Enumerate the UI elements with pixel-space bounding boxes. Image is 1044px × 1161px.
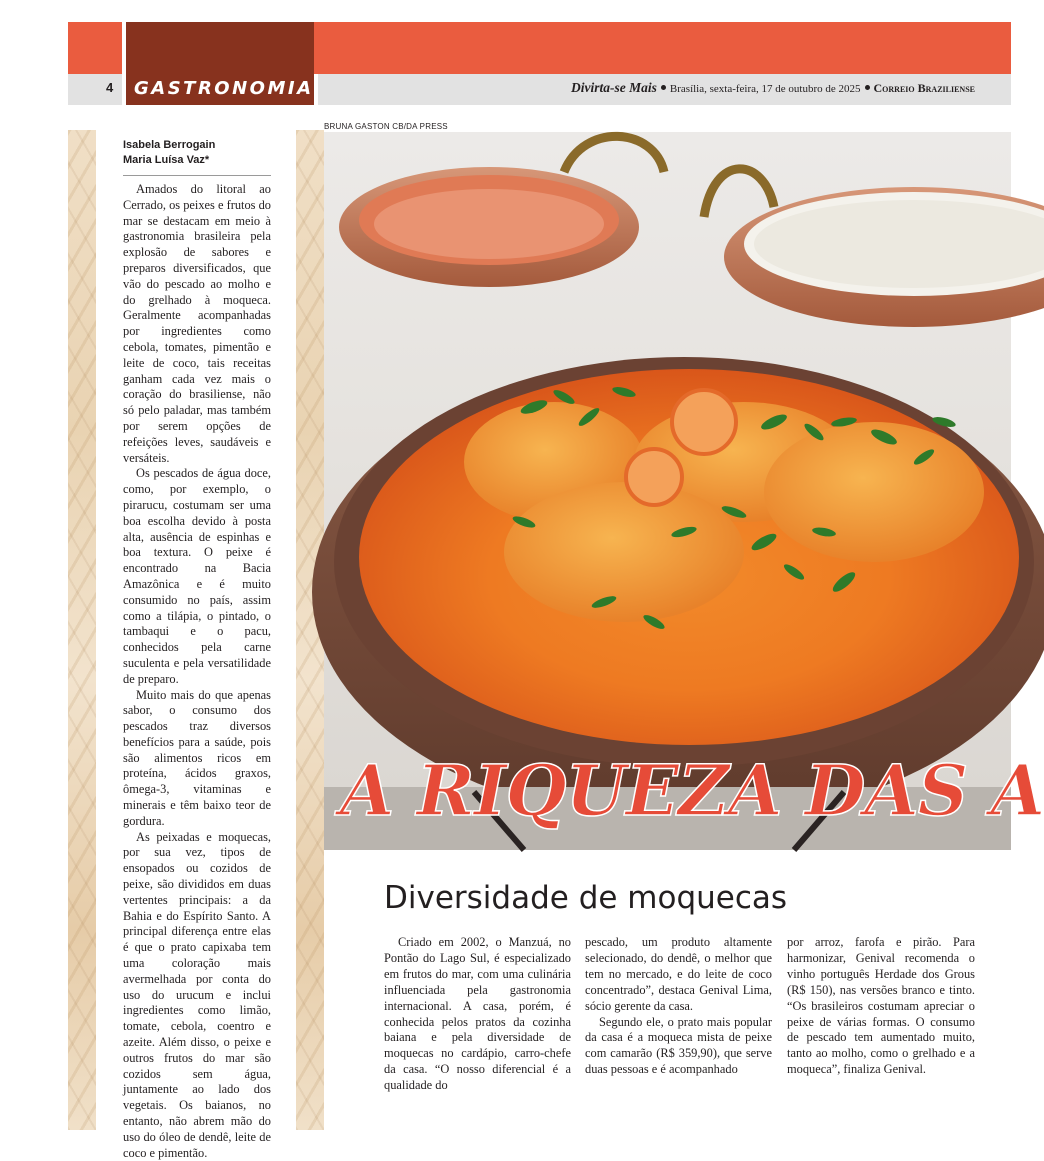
bullet-icon	[865, 85, 870, 90]
paragraph: As peixadas e moquecas, por sua vez, tipos de ensopados ou cozidos de peixe, são divididos em duas vertentes principais: a da Bahia e do Espírito Santo. A principal diferença entre elas é que o prato capixaba tem uma coloração mais avermelhada por conta do uso do urucum e inclui ingredientes como limão, tomate, cebola, coentro e azeite. Além disso, o peixe e outros frutos do mar são cozidos sem água, juntamente ao lado dos vegetais. Os baianos, no entanto, não abrem mão do uso do óleo de dendê, leite de coco e pimentão.	[123, 829, 271, 1160]
dateline: Brasília, sexta-feira, 17 de outubro de 2025	[669, 83, 861, 95]
subhead: Diversidade de moquecas	[384, 880, 788, 916]
page-number: 4	[106, 80, 114, 95]
photo-credit: BRUNA GASTON CB/DA PRESS	[324, 122, 448, 131]
folio-line	[571, 80, 975, 96]
paragraph: Amados do litoral ao Cerrado, os peixes e frutos do mar se destacam em meio à gastronomia brasileira pela explosão de sabores e preparos diversificados, que vão do pescado ao molho e do grelhado à moqueca. Geralmente acompanhadas por ingredientes como cebola, tomates, pimentão e leite de coco, tais receitas ganham cada vez mais o coração do brasiliense, não só pelo paladar, mas também por serem opções de refeições leves, saudáveis e versáteis.	[123, 182, 271, 465]
author-name: Isabela Berrogain	[123, 139, 216, 151]
body-column-left	[123, 182, 271, 1161]
body-column	[585, 935, 772, 1078]
body-column	[787, 935, 975, 1078]
section-tab-divider-left	[122, 22, 126, 105]
paragraph: Muito mais do que apenas sabor, o consumo dos pescados traz diversos benefícios para a saúde, pois são alimentos ricos em proteína, ácidos graxos, ômega-3, vitaminas e minerais e têm baixo teor de gordura.	[123, 687, 271, 828]
paragraph: por arroz, farofa e pirão. Para harmonizar, Genival recomenda o vinho português Herdade dos Grous (R$ 150), nas versões branco e tinto. “Os brasileiros costumam apreciar o peixe de várias formas. O consumo de pescado tem aumentado muito, tanto ao molho, como o grelhado e a moqueca”, finaliza Genival.	[787, 935, 975, 1077]
bullet-icon	[661, 85, 666, 90]
newspaper-name: Correio Braziliense	[873, 81, 975, 95]
feature-headline: A RIQUEZA DAS A	[340, 749, 1044, 832]
byline	[123, 138, 215, 168]
byline-divider	[123, 175, 271, 176]
paragraph: Criado em 2002, o Manzuá, no Pontão do Lago Sul, é especializado em frutos do mar, com uma culinária influenciada pela gastronomia internacional. A casa, porém, é conhecida pelos pratos da cozinha baiana e pela diversidade de moquecas no cardápio, carro-chefe da casa. “O nosso diferencial é a qualidade do	[384, 935, 571, 1093]
moqueca-photo	[324, 132, 1011, 850]
author-name: Maria Luísa Vaz*	[123, 154, 210, 166]
paragraph: Segundo ele, o prato mais popular da casa é a moqueca mista de peixe com camarão (R$ 359,90), que serve duas pessoas e é acompanhado	[585, 1014, 772, 1077]
body-column	[384, 935, 571, 1094]
paragraph: Os pescados de água doce, como, por exemplo, o pirarucu, costumam ser uma boa escolha devido à posta alta, ausência de espinhas e boa textura. O peixe é encontrado na Bacia Amazônica e é muito consumido no país, assim como a tilápia, o pintado, o tambaqui e o pacu, conhecidos pela carne suculenta e pela versatilidade de preparo.	[123, 466, 271, 686]
paragraph: pescado, um produto altamente selecionado, do dendê, o melhor que tem no mercado, e do leite de coco concentrado”, destaca Genival Lima, sócio gerente da casa.	[585, 935, 772, 1013]
section-tab-divider	[314, 74, 318, 105]
supplement-name: Divirta-se Mais	[571, 80, 657, 95]
marble-strip-left	[68, 130, 96, 1130]
section-title: GASTRONOMIA	[134, 78, 314, 99]
moqueca-illustration	[324, 132, 1011, 850]
